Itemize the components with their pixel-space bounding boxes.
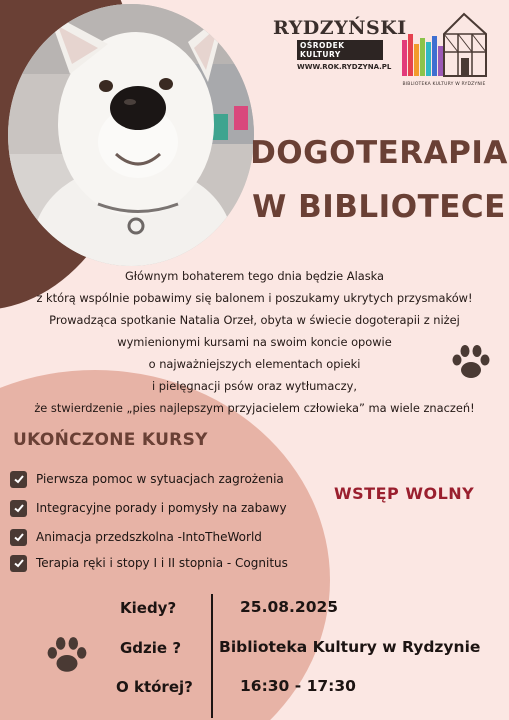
where-label: Gdzie ? (120, 639, 182, 657)
library-logo-caption: BIBLIOTEKA KULTURY W RYDZYNIE (402, 82, 486, 87)
rok-logo-subtitle: OŚRODEK KULTURY (297, 40, 383, 60)
when-value: 25.08.2025 (240, 598, 339, 616)
courses-heading: UKOŃCZONE KURSY (13, 430, 208, 450)
description-line: że stwierdzenie „pies najlepszym przyjacielem człowieka” ma wiele znaczeń! (34, 401, 475, 415)
paw-icon (46, 635, 88, 675)
dog-photo (8, 4, 254, 266)
description-line: z którą wspólnie pobawimy się balonem i poszukamy ukrytych przysmaków! (36, 291, 473, 305)
library-building-logo (398, 12, 490, 80)
paw-icon (451, 343, 491, 381)
check-icon (10, 471, 27, 488)
rok-logo-url: WWW.ROK.RYDZYNA.PL (297, 63, 392, 71)
description-line: i pielęgnacji psów oraz wytłumaczy, (152, 379, 357, 393)
free-entry-label: WSTĘP WOLNY (334, 484, 475, 503)
description-line: Głównym bohaterem tego dnia będzie Alaska (124, 269, 385, 283)
description-line: o najważniejszych elementach opieki (148, 357, 361, 371)
course-item (10, 498, 287, 518)
course-label: Integracyjne porady i pomysły na zabawy (36, 501, 287, 515)
course-item (10, 553, 288, 573)
time-value: 16:30 - 17:30 (240, 677, 356, 695)
course-label: Animacja przedszkolna -IntoTheWorld (36, 530, 262, 544)
description-line: Prowadząca spotkanie Natalia Orzeł, obyta w świecie dogoterapii z niżej (49, 313, 460, 327)
course-label: Pierwsza pomoc w sytuacjach zagrożenia (36, 472, 284, 486)
library-logo (398, 12, 490, 94)
details-divider (211, 594, 213, 718)
course-label: Terapia ręki i stopy I i II stopnia - Cognitus (36, 556, 288, 570)
course-item (10, 527, 262, 547)
rok-logo-name: RYDZYŃSKI (273, 17, 407, 39)
event-title (248, 126, 509, 234)
when-label: Kiedy? (120, 599, 177, 617)
check-icon (10, 529, 27, 546)
rok-logo (273, 17, 407, 76)
check-icon (10, 555, 27, 572)
where-value: Biblioteka Kultury w Rydzynie (219, 638, 481, 656)
time-label: O której? (116, 678, 193, 696)
course-item (10, 469, 284, 489)
event-title-line-1: DOGOTERAPIA (250, 135, 508, 171)
check-icon (10, 500, 27, 517)
event-description (0, 265, 509, 419)
description-line: wymienionymi kursami na swoim koncie opowie (117, 335, 392, 349)
event-title-line-2: W BIBLIOTECE (252, 189, 506, 225)
